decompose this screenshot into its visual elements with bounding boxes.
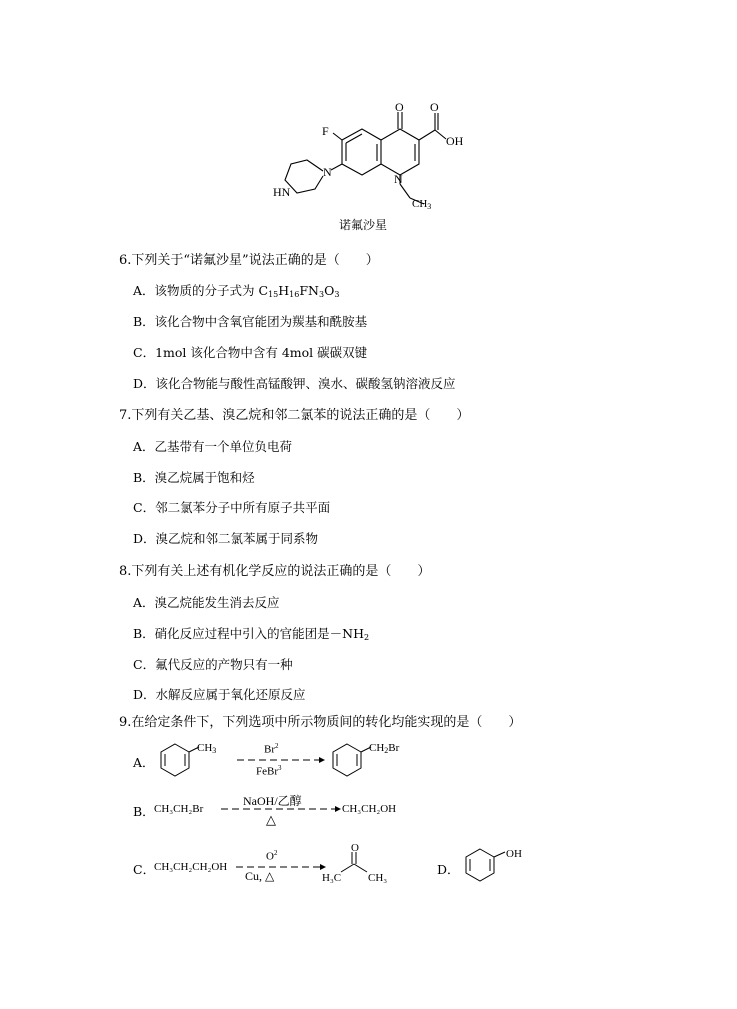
br-product: Br: [388, 742, 400, 754]
phenol-oh: OH: [506, 848, 522, 860]
o2-text: O: [266, 850, 274, 863]
arrow-b-icon: [219, 804, 341, 814]
ch2-text: CH: [369, 742, 385, 754]
fn-symbol: FN: [299, 283, 319, 298]
question-6-option-b: B．该化合物中含氧官能团为羰基和酰胺基: [133, 314, 368, 329]
question-6-stem: 6.下列关于“诺氟沙星”说法正确的是（ ）: [119, 253, 379, 268]
option-a-text: A．该物质的分子式为 C: [133, 283, 269, 298]
norfloxacin-structure: [260, 100, 480, 220]
phenol-ring-icon: [460, 845, 510, 887]
ethyl-bromide-formula: CH₃CH₂Br: [154, 803, 204, 815]
reagent-above-c: [266, 849, 277, 863]
question-6-option-c: C．1mol 该化合物中含有 4mol 碳碳双键: [133, 345, 368, 360]
structure-caption: 诺氟沙星: [339, 218, 388, 232]
question-8-option-d: D．水解反应属于氧化还原反应: [133, 687, 306, 702]
h-count: 16: [289, 290, 300, 299]
benzyl-bromide-group: [369, 742, 399, 755]
reagent-below-c: Cu, △: [245, 869, 275, 883]
ch2-subscript: 2: [384, 746, 389, 755]
reagent-above-b: NaOH/乙醇: [243, 794, 302, 808]
piperazine-n-label: N: [323, 165, 332, 179]
acetone-ch3: CH₃: [368, 872, 388, 884]
febr-text: FeBr: [256, 765, 278, 778]
question-7-option-a: A．乙基带有一个单位负电荷: [133, 439, 293, 454]
amine-hn-label: HN: [273, 185, 291, 199]
question-7-option-b: B．溴乙烷属于饱和烃: [133, 470, 255, 485]
propanol-formula: CH₃CH₂CH₂OH: [154, 861, 228, 873]
option-b-text: B．硝化反应过程中引入的官能团是－NH: [133, 626, 365, 641]
question-7-stem: 7.下列有关乙基、溴乙烷和邻二氯苯的说法正确的是（ ）: [119, 408, 470, 423]
febr-sup: 3: [278, 764, 282, 772]
reagent-below-b: △: [266, 812, 276, 827]
ring-n-label: N: [394, 172, 403, 186]
ch3-text: CH: [197, 742, 213, 754]
question-8-option-b: [133, 624, 369, 642]
hydroxyl-label: OH: [446, 134, 464, 148]
br-sup: 2: [275, 742, 279, 750]
nh2-subscript: 2: [364, 633, 370, 642]
oxo-label: O: [395, 100, 404, 114]
n-count: 3: [318, 290, 325, 299]
toluene-ch3: [197, 742, 216, 755]
question-9-option-d-label: D．: [437, 862, 460, 877]
acetone-o: O: [351, 842, 359, 854]
question-8-option-a: A．溴乙烷能发生消去反应: [133, 595, 280, 610]
question-7-option-c: C．邻二氯苯分子中所有原子共平面: [133, 500, 331, 515]
o-symbol: O: [324, 283, 335, 298]
br-text: Br: [264, 743, 275, 756]
question-6-option-d: D．该化合物能与酸性高锰酸钾、溴水、碳酸氢钠溶液反应: [133, 376, 456, 391]
h-symbol: H: [278, 283, 290, 298]
question-9-option-b-label: B．: [133, 804, 155, 819]
question-9-stem: 9.在给定条件下，下列选项中所示物质间的转化均能实现的是（ ）: [119, 715, 522, 730]
o2-sup: 2: [273, 849, 278, 857]
question-7-option-d: D．溴乙烷和邻二氯苯属于同系物: [133, 531, 319, 546]
ethyl-ch3-label: $CH_3$: [412, 198, 432, 211]
ethanol-formula: CH₃CH₂OH: [342, 803, 397, 815]
question-8-option-c: C．氟代反应的产物只有一种: [133, 657, 293, 672]
fluorine-label: F: [322, 124, 329, 138]
reagent-below-a: [256, 764, 282, 778]
question-6-option-a: [133, 281, 339, 299]
question-9-option-a-label: A．: [133, 755, 155, 770]
question-8-stem: 8.下列有关上述有机化学反应的说法正确的是（ ）: [119, 564, 431, 579]
question-9-option-c-label: C．: [133, 862, 156, 877]
ch3-subscript: 3: [212, 746, 217, 755]
o-count: 3: [334, 290, 340, 299]
acetone-h3c: H₃C: [322, 872, 342, 884]
reagent-above-a: [264, 742, 279, 756]
oxygen-label: O: [430, 100, 439, 114]
c-count: 15: [268, 290, 279, 299]
